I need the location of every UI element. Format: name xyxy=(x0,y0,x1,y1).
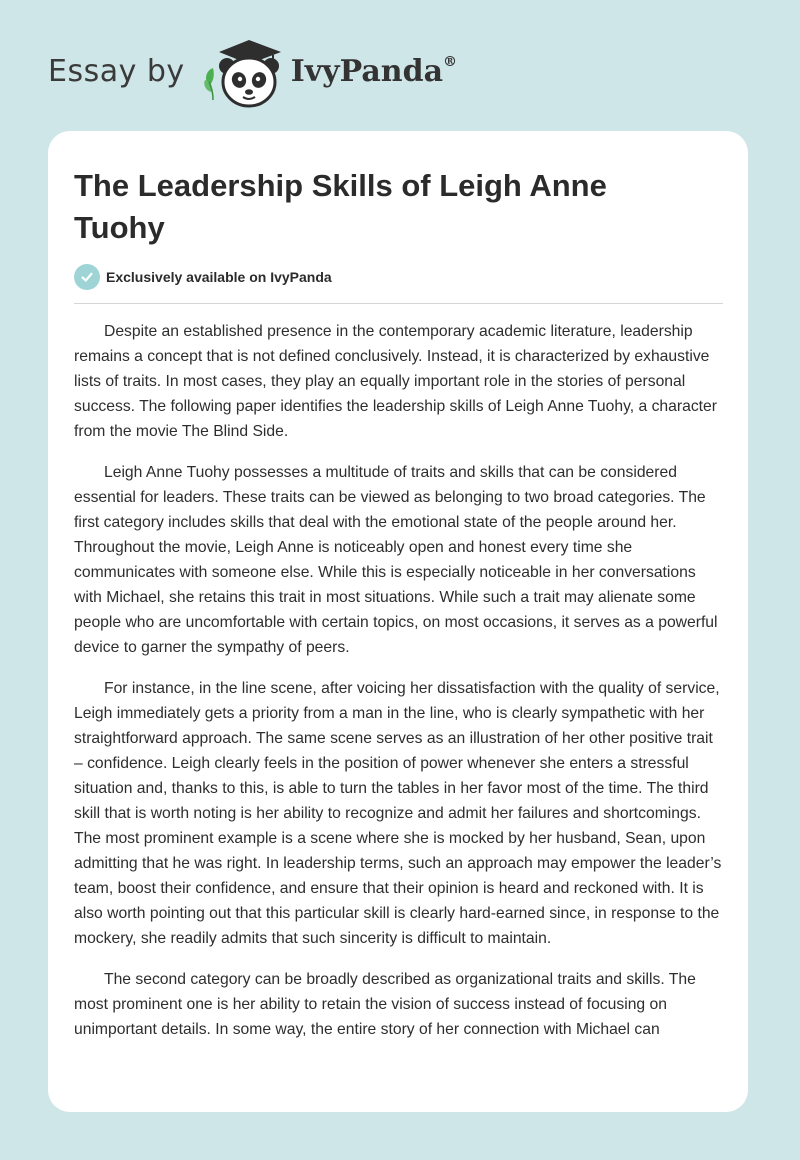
essay-by-label: Essay by xyxy=(48,54,185,89)
brand-name[interactable] xyxy=(290,54,458,89)
paragraph: For instance, in the line scene, after voicing her dissatisfaction with the quality of service, Leigh immediately gets a priority from a man in the line, who is clearly sympathetic with her straightforward approach. The same scene serves as an illustration of her other positive trait – confidence. Leigh clearly feels in the position of power whenever she enters a stressful situation and, thanks to this, is able to turn the tables in her favor most of the time. The third skill that is worth noting is her ability to recognize and admit her failures and shortcomings. The most prominent example is a scene where she is mocked by her husband, Sean, upon admitting that he was right. In leadership terms, such an approach may empower the leader’s team, boost their confidence, and ensure that their opinion is heard and reckoned with. It is also worth pointing out that this particular skill is clearly hard-earned since, in response to the mockery, she readily admits that such sincerity is difficult to maintain. xyxy=(74,680,722,947)
essay-body xyxy=(74,319,724,1058)
paragraph: The second category can be broadly described as organizational traits and skills. The most prominent one is her ability to retain the vision of success instead of focusing on unimportant details. In some way, the entire story of her connection with Michael can xyxy=(74,971,696,1038)
panda-graduate-icon[interactable] xyxy=(199,34,287,110)
brand-label: IvyPanda xyxy=(290,54,444,89)
divider xyxy=(74,303,723,304)
registered-mark: ® xyxy=(443,54,458,70)
essay-card xyxy=(48,131,748,1112)
paragraph: Despite an established presence in the contemporary academic literature, leadership remains a concept that is not defined conclusively. Instead, it is characterized by exhaustive lists of traits. In most cases, they play an equally important role in the stories of personal success. The following paper identifies the leadership skills of Leigh Anne Tuohy, a character from the movie The Blind Side. xyxy=(74,323,717,440)
essay-title: The Leadership Skills of Leigh Anne Tuohy xyxy=(74,168,607,245)
site-header xyxy=(48,34,457,110)
paragraph: Leigh Anne Tuohy possesses a multitude of traits and skills that can be considered essential for leaders. These traits can be viewed as belonging to two broad categories. The first category includes skills that deal with the emotional state of the people around her. Throughout the movie, Leigh Anne is noticeably open and honest every time she communicates with someone else. While this is especially noticeable in her conversations with Michael, she retains this trait in most situations. While such a trait may alienate some people who are uncomfortable with certain topics, on most occasions, it serves as a powerful device to garner the sympathy of peers. xyxy=(74,464,718,656)
exclusive-label: Exclusively available on IvyPanda xyxy=(106,269,332,285)
check-icon xyxy=(74,264,100,290)
exclusive-badge xyxy=(74,264,332,290)
